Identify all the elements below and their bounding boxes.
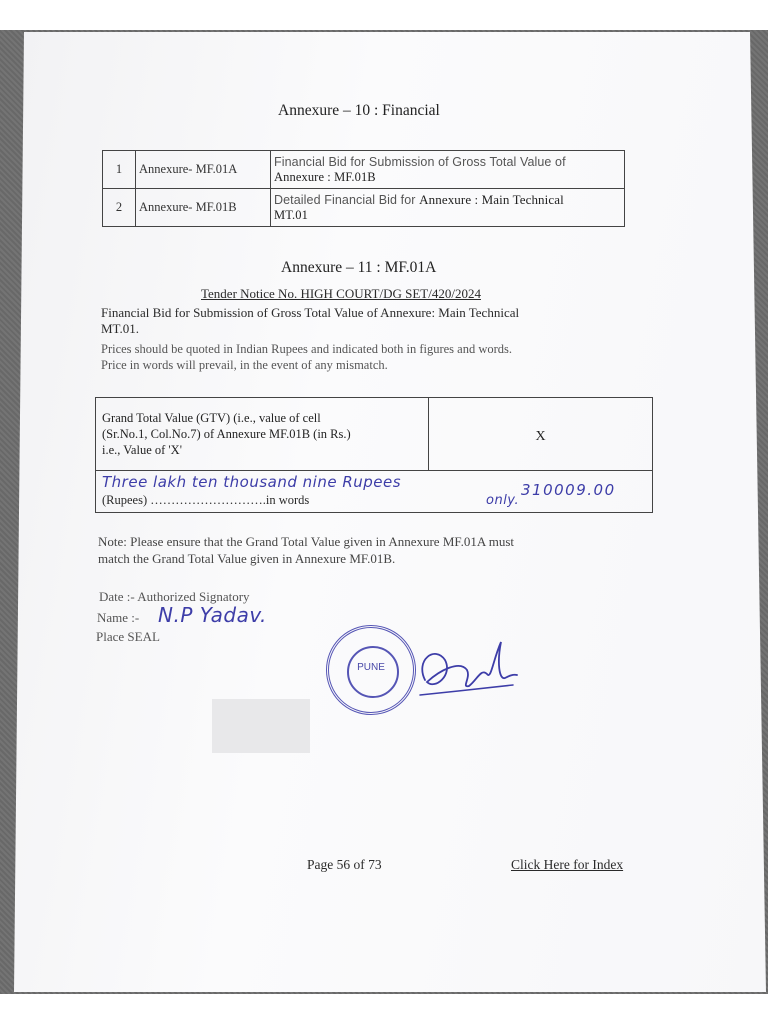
bid-description-line1: Financial Bid for Submission of Gross Total Value of Annexure: Main Technical <box>101 305 520 320</box>
table-row <box>96 471 653 513</box>
gtv-label-line: Grand Total Value (GTV) (i.e., value of cell <box>102 411 321 425</box>
handwritten-words: Three lakh ten thousand nine Rupees <box>102 473 402 491</box>
note-line2: match the Grand Total Value given in Annexure MF.01B. <box>98 551 396 566</box>
annexure-10-title: Annexure – 10 : Financial <box>278 102 440 119</box>
description-prefix: Detailed Financial Bid for <box>274 193 420 207</box>
row-number: 1 <box>103 151 136 189</box>
annexure-description <box>271 151 625 189</box>
seal-city-text: PUNE <box>357 662 385 673</box>
annexure-name: Annexure- MF.01B <box>136 189 271 227</box>
description-line: MT.01 <box>274 208 308 222</box>
description-line: Financial Bid for Submission of Gross Total Value of <box>274 154 566 169</box>
gtv-label-line: i.e., Value of 'X' <box>102 443 182 457</box>
table-row <box>103 151 625 189</box>
annexure-description <box>271 189 625 227</box>
annexure-name: Annexure- MF.01A <box>136 151 271 189</box>
note-line1: Note: Please ensure that the Grand Total Value given in Annexure MF.01A must <box>98 534 515 549</box>
tender-notice: Tender Notice No. HIGH COURT/DG SET/420/2024 <box>201 286 481 301</box>
description-line: Annexure : MF.01B <box>274 169 376 184</box>
prices-instruction-line2: Price in words will prevail, in the event of any mismatch. <box>101 358 388 372</box>
table-row <box>96 398 653 471</box>
words-label: (Rupees) ……………………….in words <box>102 493 310 507</box>
description-line <box>274 192 621 208</box>
date-signatory-label: Date :- Authorized Signatory <box>99 589 250 604</box>
gtv-table <box>95 397 653 513</box>
company-seal-stamp <box>326 625 416 715</box>
row-number: 2 <box>103 189 136 227</box>
table-row <box>103 189 625 227</box>
handwritten-name: N.P Yadav. <box>158 603 267 627</box>
redacted-area <box>212 699 310 753</box>
annexure-10-table <box>102 150 625 227</box>
annexure-11-title: Annexure – 11 : MF.01A <box>281 259 437 276</box>
index-link[interactable]: Click Here for Index <box>511 857 624 872</box>
gtv-value-cell: X <box>429 398 653 471</box>
amount-in-words-cell <box>96 471 653 513</box>
bid-description-line2: MT.01. <box>101 321 140 336</box>
handwritten-only: only. <box>486 493 520 508</box>
place-seal-label: Place SEAL <box>96 629 160 644</box>
signature-scribble <box>405 630 520 705</box>
name-label: Name :- <box>97 610 140 625</box>
gtv-label-cell <box>96 398 429 471</box>
gtv-label-line: (Sr.No.1, Col.No.7) of Annexure MF.01B (in Rs.) <box>102 427 351 441</box>
page-number: Page 56 of 73 <box>307 857 382 872</box>
description-bold: Annexure : Main Technical <box>419 192 564 207</box>
prices-instruction-line1: Prices should be quoted in Indian Rupees and indicated both in figures and words. <box>101 342 513 356</box>
handwritten-amount: 310009.00 <box>521 481 616 499</box>
